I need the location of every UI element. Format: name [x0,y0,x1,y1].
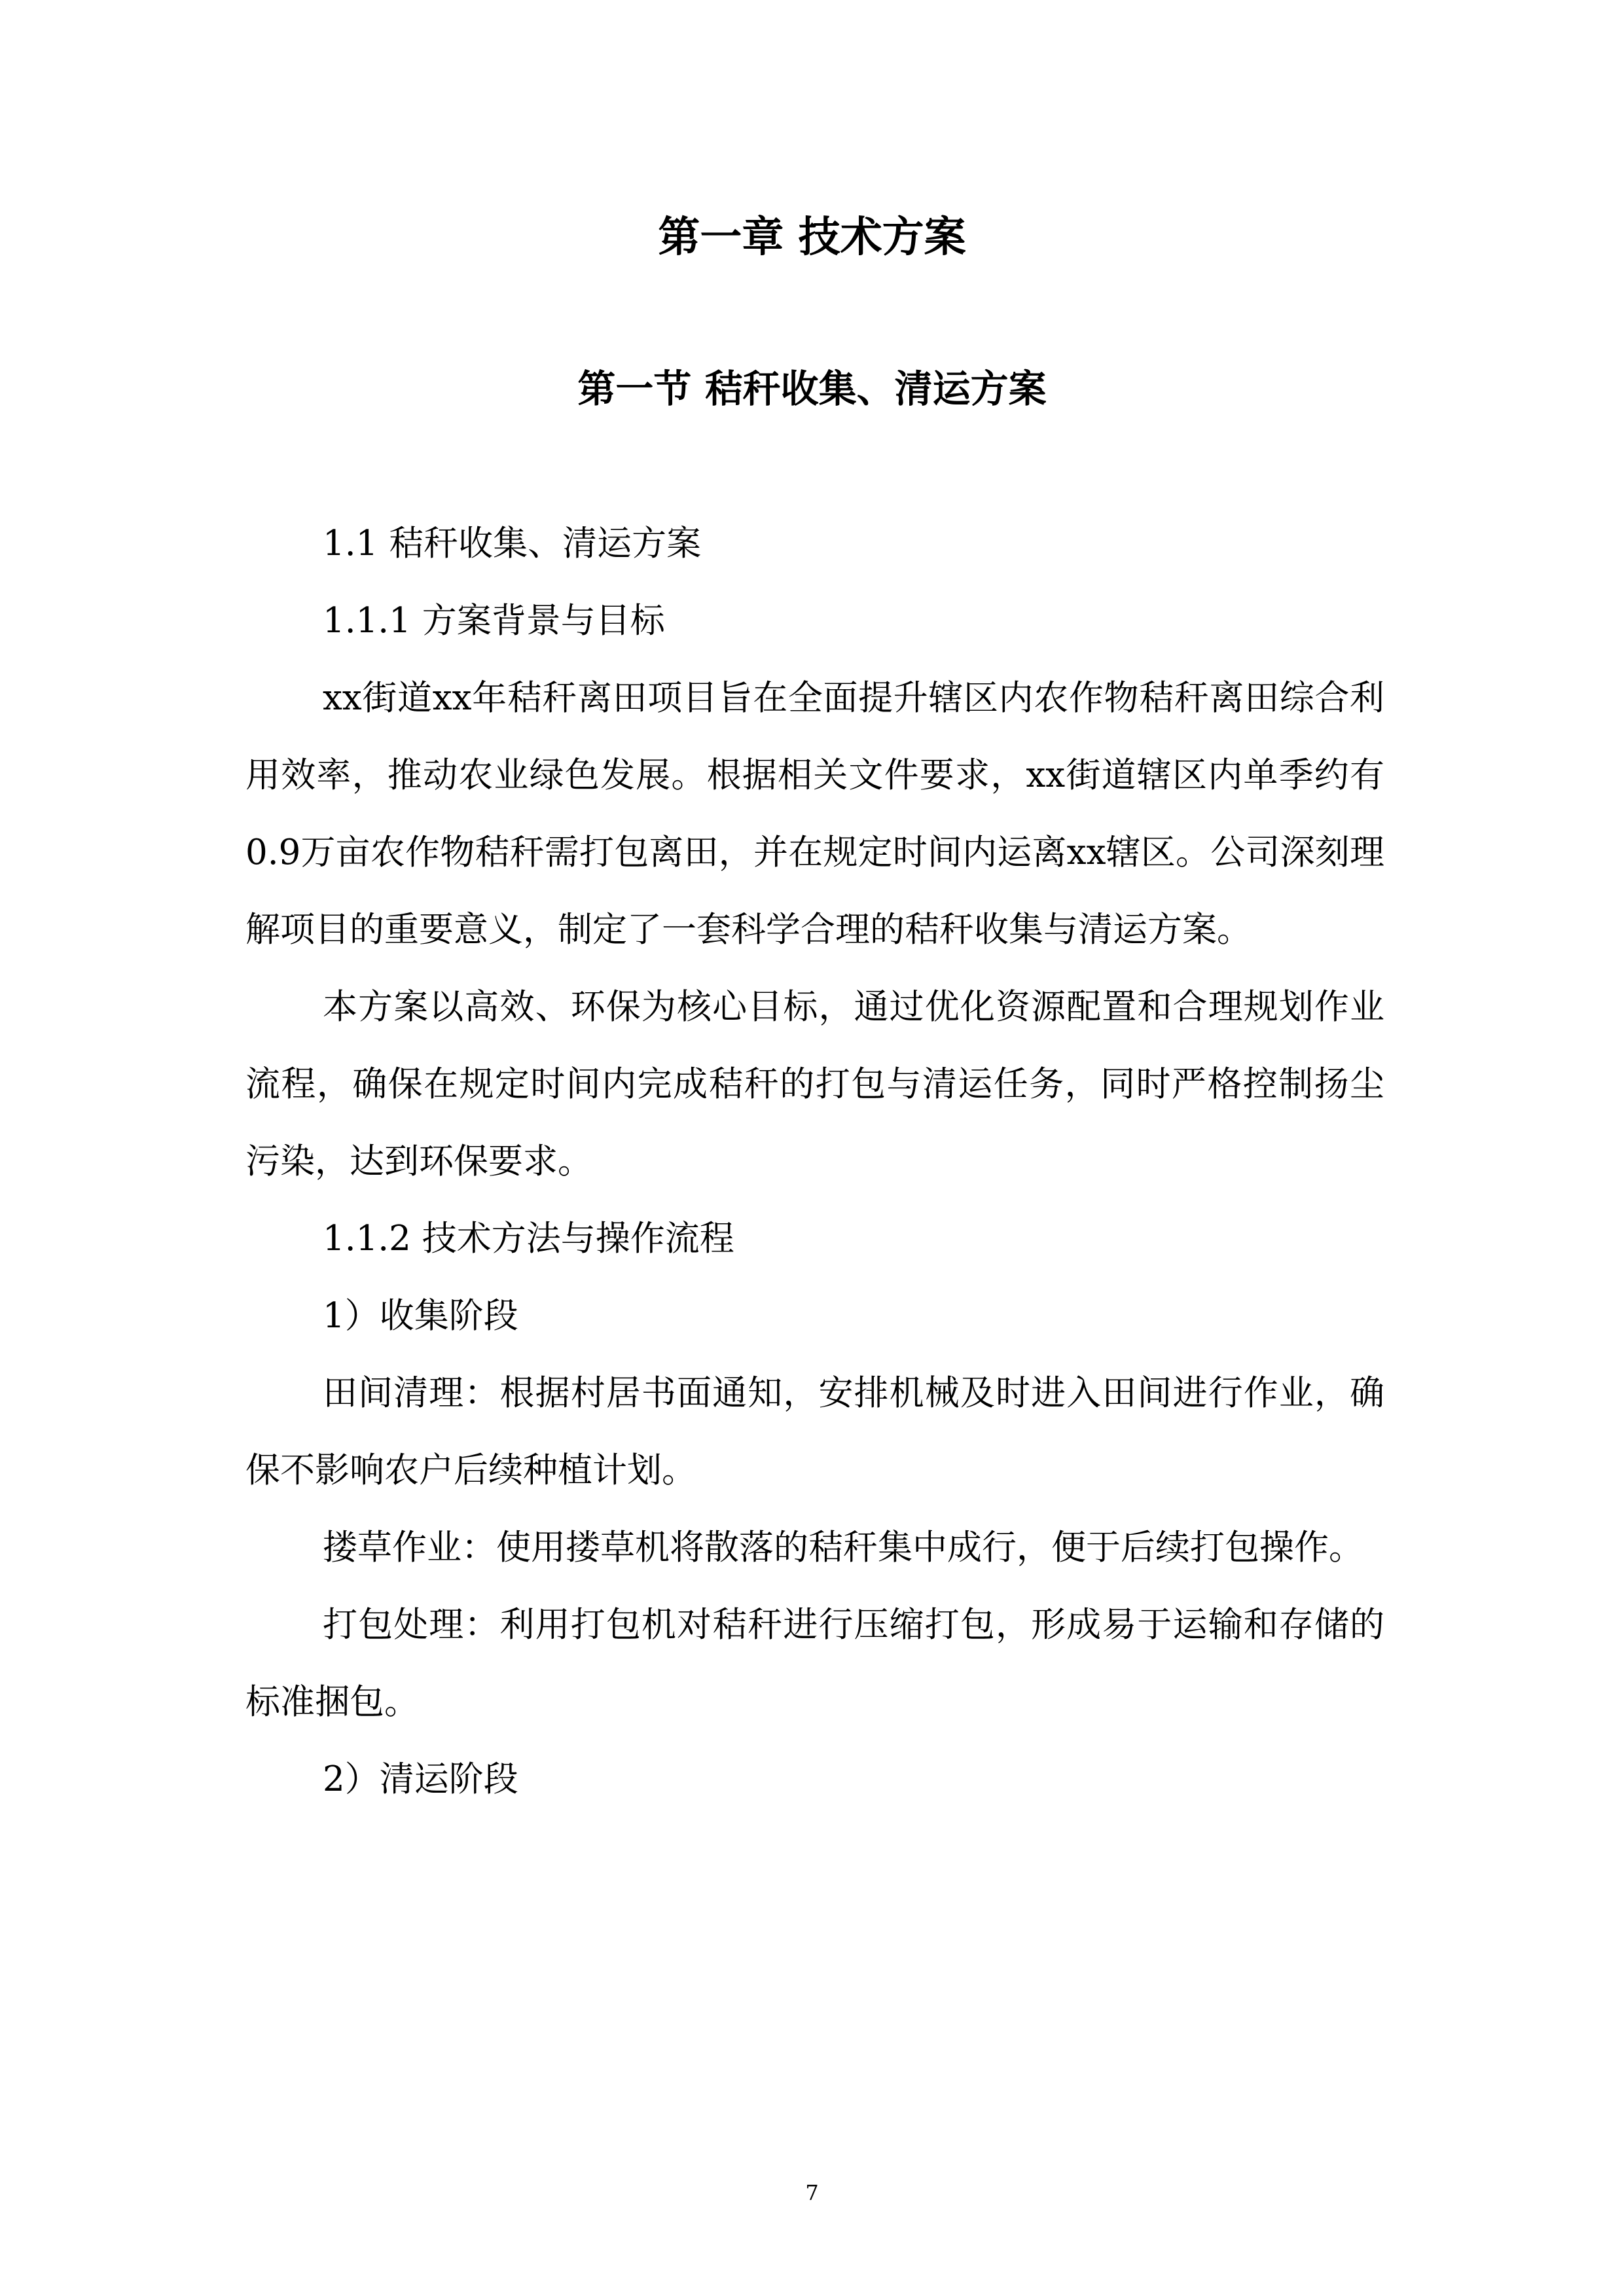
heading-1-1: 1.1 秸秆收集、清运方案 [323,524,702,564]
subheading-collection-stage: 1）收集阶段 [323,1296,518,1336]
section-title: 第一节 秸秆收集、清运方案 [577,367,1047,411]
paragraph-raking: 搂草作业：使用搂草机将散落的秸秆集中成行，便于后续打包操作。 [323,1528,1363,1568]
heading-1-1-1: 1.1.1 方案背景与目标 [323,601,665,641]
paragraph-baling: 打包处理：利用打包机对秸秆进行压缩打包，形成易于运输和存储的标准捆包。 [245,1605,1384,1722]
chapter-title: 第一章 技术方案 [658,213,966,262]
paragraph-goal: 本方案以高效、环保为核心目标，通过优化资源配置和合理规划作业流程，确保在规定时间内完成秸秆的打包与清运任务，同时严格控制扬尘污染，达到环保要求。 [245,987,1384,1181]
page-number: 7 [805,2180,819,2205]
paragraph-field-cleanup: 田间清理：根据村居书面通知，安排机械及时进入田间进行作业，确保不影响农户后续种植计划。 [245,1373,1384,1490]
heading-1-1-2: 1.1.2 技术方法与操作流程 [323,1219,734,1259]
paragraph-background: xx街道xx年秸秆离田项目旨在全面提升辖区内农作物秸秆离田综合利用效率，推动农业绿色发展。根据相关文件要求，xx街道辖区内单季约有0.9万亩农作物秸秆需打包离田，并在规定时间内运离xx辖区。公司深刻理解项目的重要意义，制定了一套科学合理的秸秆收集与清运方案。 [245,678,1384,950]
subheading-transport-stage: 2）清运阶段 [323,1759,518,1799]
body-text [245,505,1384,1818]
